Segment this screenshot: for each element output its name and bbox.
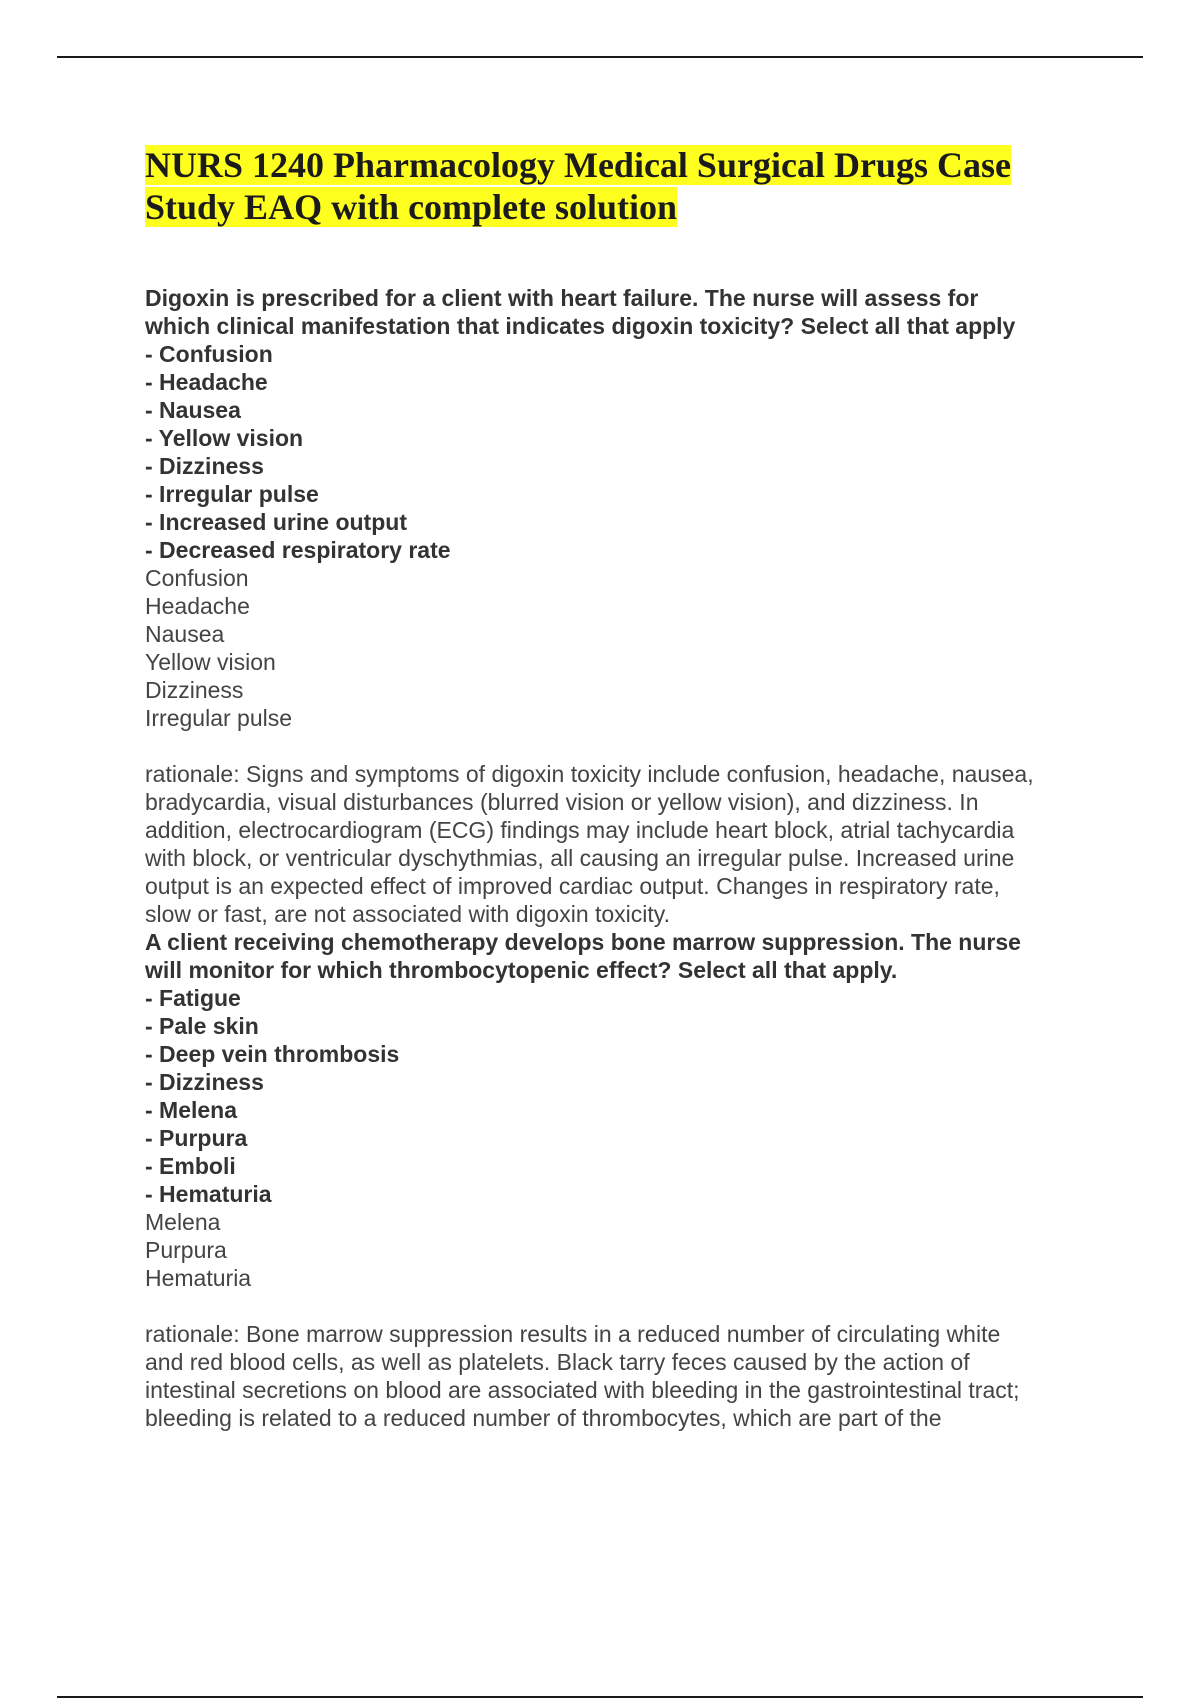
- rationale-line: slow or fast, are not associated with digoxin toxicity.: [145, 901, 670, 927]
- spacer: [145, 732, 1095, 760]
- answer-item: Headache: [145, 593, 250, 619]
- option-item: - Dizziness: [145, 1069, 264, 1095]
- document-body: [145, 144, 1095, 1432]
- option-item: - Emboli: [145, 1153, 236, 1179]
- rationale-line: rationale: Bone marrow suppression results in a reduced number of circulating white: [145, 1321, 1001, 1347]
- bottom-rule: [57, 1696, 1143, 1698]
- option-item: - Dizziness: [145, 453, 264, 479]
- option-item: - Purpura: [145, 1125, 248, 1151]
- answer-item: Confusion: [145, 565, 249, 591]
- rationale-line: intestinal secretions on blood are associated with bleeding in the gastrointestinal tract;: [145, 1377, 1020, 1403]
- rationale: [145, 1320, 1095, 1432]
- option-item: - Headache: [145, 369, 268, 395]
- answer-item: Irregular pulse: [145, 705, 293, 731]
- question-block-1: [145, 284, 1095, 928]
- rationale-line: output is an expected effect of improved cardiac output. Changes in respiratory rate,: [145, 873, 1000, 899]
- answer-item: Yellow vision: [145, 649, 276, 675]
- rationale: [145, 760, 1095, 928]
- rationale-line: bradycardia, visual disturbances (blurred vision or yellow vision), and dizziness. In: [145, 789, 979, 815]
- option-item: - Melena: [145, 1097, 238, 1123]
- option-item: - Irregular pulse: [145, 481, 319, 507]
- option-item: - Fatigue: [145, 985, 241, 1011]
- spacer: [145, 1292, 1095, 1320]
- answer-item: Nausea: [145, 621, 225, 647]
- option-item: - Nausea: [145, 397, 241, 423]
- question-text: Digoxin is prescribed for a client with heart failure. The nurse will assess for: [145, 285, 979, 311]
- rationale-line: addition, electrocardiogram (ECG) findings may include heart block, atrial tachycardia: [145, 817, 1015, 843]
- option-item: - Hematuria: [145, 1181, 272, 1207]
- document-title: [145, 144, 1095, 228]
- rationale-line: with block, or ventricular dyschythmias, all causing an irregular pulse. Increased urine: [145, 845, 1015, 871]
- top-rule: [57, 56, 1143, 58]
- option-item: - Increased urine output: [145, 509, 407, 535]
- answer-item: Melena: [145, 1209, 221, 1235]
- question-text: will monitor for which thrombocytopenic effect? Select all that apply.: [145, 957, 898, 983]
- option-item: - Confusion: [145, 341, 273, 367]
- question-text: which clinical manifestation that indicates digoxin toxicity? Select all that apply: [145, 313, 1016, 339]
- question-block-2: [145, 928, 1095, 1432]
- rationale-line: and red blood cells, as well as platelets. Black tarry feces caused by the action of: [145, 1349, 970, 1375]
- option-item: - Decreased respiratory rate: [145, 537, 451, 563]
- answer-item: Purpura: [145, 1237, 227, 1263]
- option-item: - Pale skin: [145, 1013, 259, 1039]
- option-item: - Deep vein thrombosis: [145, 1041, 400, 1067]
- answer-item: Hematuria: [145, 1265, 252, 1291]
- answer-item: Dizziness: [145, 677, 244, 703]
- rationale-line: rationale: Signs and symptoms of digoxin toxicity include confusion, headache, nausea,: [145, 761, 1034, 787]
- question-text: A client receiving chemotherapy develops bone marrow suppression. The nurse: [145, 929, 1021, 955]
- rationale-line: bleeding is related to a reduced number of thrombocytes, which are part of the: [145, 1405, 942, 1431]
- title-line: Study EAQ with complete solution: [145, 187, 678, 227]
- option-item: - Yellow vision: [145, 425, 304, 451]
- title-line: NURS 1240 Pharmacology Medical Surgical Drugs Case: [145, 145, 1011, 185]
